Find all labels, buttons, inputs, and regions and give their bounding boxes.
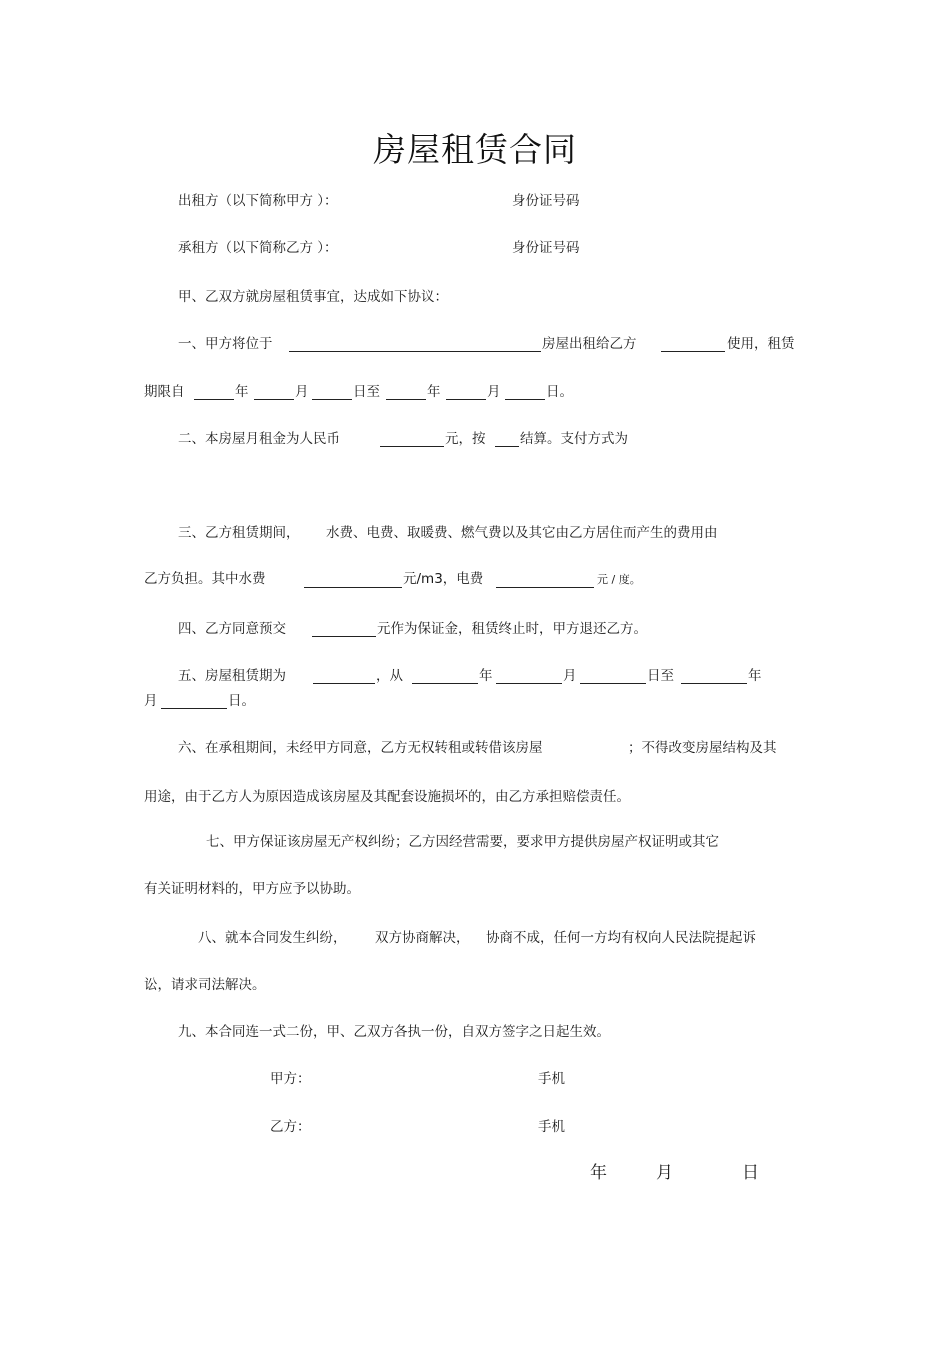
clause5-month2: 月 — [144, 693, 158, 709]
water-fee-blank[interactable] — [304, 587, 402, 588]
clause4-text-a: 四、乙方同意预交 — [178, 621, 286, 637]
address-blank[interactable] — [289, 351, 541, 352]
sign-date-day: 日 — [742, 1163, 759, 1183]
clause3-text-c: 乙方负担。其中水费 — [144, 571, 266, 587]
clause8-text-b: 双方协商解决， — [375, 930, 470, 946]
clause5-day2: 日。 — [228, 693, 255, 709]
clause3-text-a: 三、乙方租赁期间， — [178, 525, 300, 541]
clause7-text-a: 七、甲方保证该房屋无产权纠纷；乙方因经营需要，要求甲方提供房屋产权证明或其它 — [206, 834, 719, 850]
lessee-label: 承租方（以下简称乙方 ）： — [178, 240, 338, 256]
clause3-text-d: 元/m3，电费 — [403, 571, 484, 587]
clause6-text-b: ；不得改变房屋结构及其 — [628, 740, 777, 756]
end-day-blank[interactable] — [505, 399, 545, 400]
from-year-blank[interactable] — [412, 683, 478, 684]
clause1-year2: 年 — [427, 384, 441, 400]
electric-fee-blank[interactable] — [496, 587, 594, 588]
clause8-text-a: 八、就本合同发生纠纷， — [198, 930, 347, 946]
clause1-month2: 月 — [487, 384, 501, 400]
clause5-text-b: ，从 — [376, 668, 403, 684]
usage-blank[interactable] — [661, 351, 725, 352]
to-year-blank[interactable] — [681, 683, 747, 684]
clause1-day2: 日。 — [546, 384, 573, 400]
end-month-blank[interactable] — [446, 399, 486, 400]
contract-title: 房屋租赁合同 — [373, 130, 577, 169]
lease-term-blank[interactable] — [313, 683, 375, 684]
deposit-blank[interactable] — [312, 636, 376, 637]
clause3-text-e: 元 / 度。 — [597, 573, 641, 586]
start-month-blank[interactable] — [254, 399, 294, 400]
clause1-text-b: 房屋出租给乙方 — [542, 336, 637, 352]
clause5-month: 月 — [563, 668, 577, 684]
party-b-phone-label: 手机 — [538, 1119, 565, 1135]
party-a-signature-label: 甲方： — [270, 1071, 311, 1087]
clause4-text-b: 元作为保证金，租赁终止时，甲方退还乙方。 — [377, 621, 647, 637]
from-month-blank[interactable] — [496, 683, 562, 684]
clause8-text-c: 协商不成，任何一方均有权向人民法院提起诉 — [486, 930, 756, 946]
intro-text: 甲、乙双方就房屋租赁事宜，达成如下协议： — [178, 289, 448, 305]
clause2-text-a: 二、本房屋月租金为人民币 — [178, 431, 340, 447]
start-day-blank[interactable] — [312, 399, 352, 400]
clause1-year1: 年 — [235, 384, 249, 400]
sign-date-year: 年 — [590, 1163, 607, 1183]
settlement-period-blank[interactable] — [495, 446, 519, 447]
lessor-id-label: 身份证号码 — [512, 193, 580, 209]
clause1-day1: 日至 — [353, 384, 380, 400]
start-year-blank[interactable] — [194, 399, 234, 400]
end-year-blank[interactable] — [386, 399, 426, 400]
to-month-blank[interactable] — [161, 708, 227, 709]
clause1-text-d: 期限自 — [144, 384, 185, 400]
clause5-day: 日至 — [647, 668, 674, 684]
clause1-text-a: 一、甲方将位于 — [178, 336, 273, 352]
rent-amount-blank[interactable] — [380, 446, 444, 447]
party-a-phone-label: 手机 — [538, 1071, 565, 1087]
clause2-text-b: 元，按 — [445, 431, 486, 447]
lessee-id-label: 身份证号码 — [512, 240, 580, 256]
lessor-label: 出租方（以下简称甲方 ）： — [178, 193, 338, 209]
clause8-text-d: 讼，请求司法解决。 — [144, 977, 266, 993]
party-b-signature-label: 乙方： — [270, 1119, 311, 1135]
clause5-year2: 年 — [748, 668, 762, 684]
clause5-text-a: 五、房屋租赁期为 — [178, 668, 286, 684]
clause6-text-a: 六、在承租期间，未经甲方同意，乙方无权转租或转借该房屋 — [178, 740, 543, 756]
clause7-text-b: 有关证明材料的，甲方应予以协助。 — [144, 881, 360, 897]
clause3-text-b: 水费、电费、取暖费、燃气费以及其它由乙方居住而产生的费用由 — [326, 525, 718, 541]
clause1-text-c: 使用，租赁 — [727, 336, 795, 352]
clause1-month1: 月 — [295, 384, 309, 400]
sign-date-month: 月 — [656, 1163, 673, 1183]
clause6-text-c: 用途，由于乙方人为原因造成该房屋及其配套设施损坏的，由乙方承担赔偿责任。 — [144, 789, 630, 805]
clause9-text: 九、本合同连一式二份，甲、乙双方各执一份，自双方签字之日起生效。 — [178, 1024, 610, 1040]
clause2-text-c: 结算。支付方式为 — [520, 431, 628, 447]
from-day-blank[interactable] — [580, 683, 646, 684]
clause5-year: 年 — [479, 668, 493, 684]
